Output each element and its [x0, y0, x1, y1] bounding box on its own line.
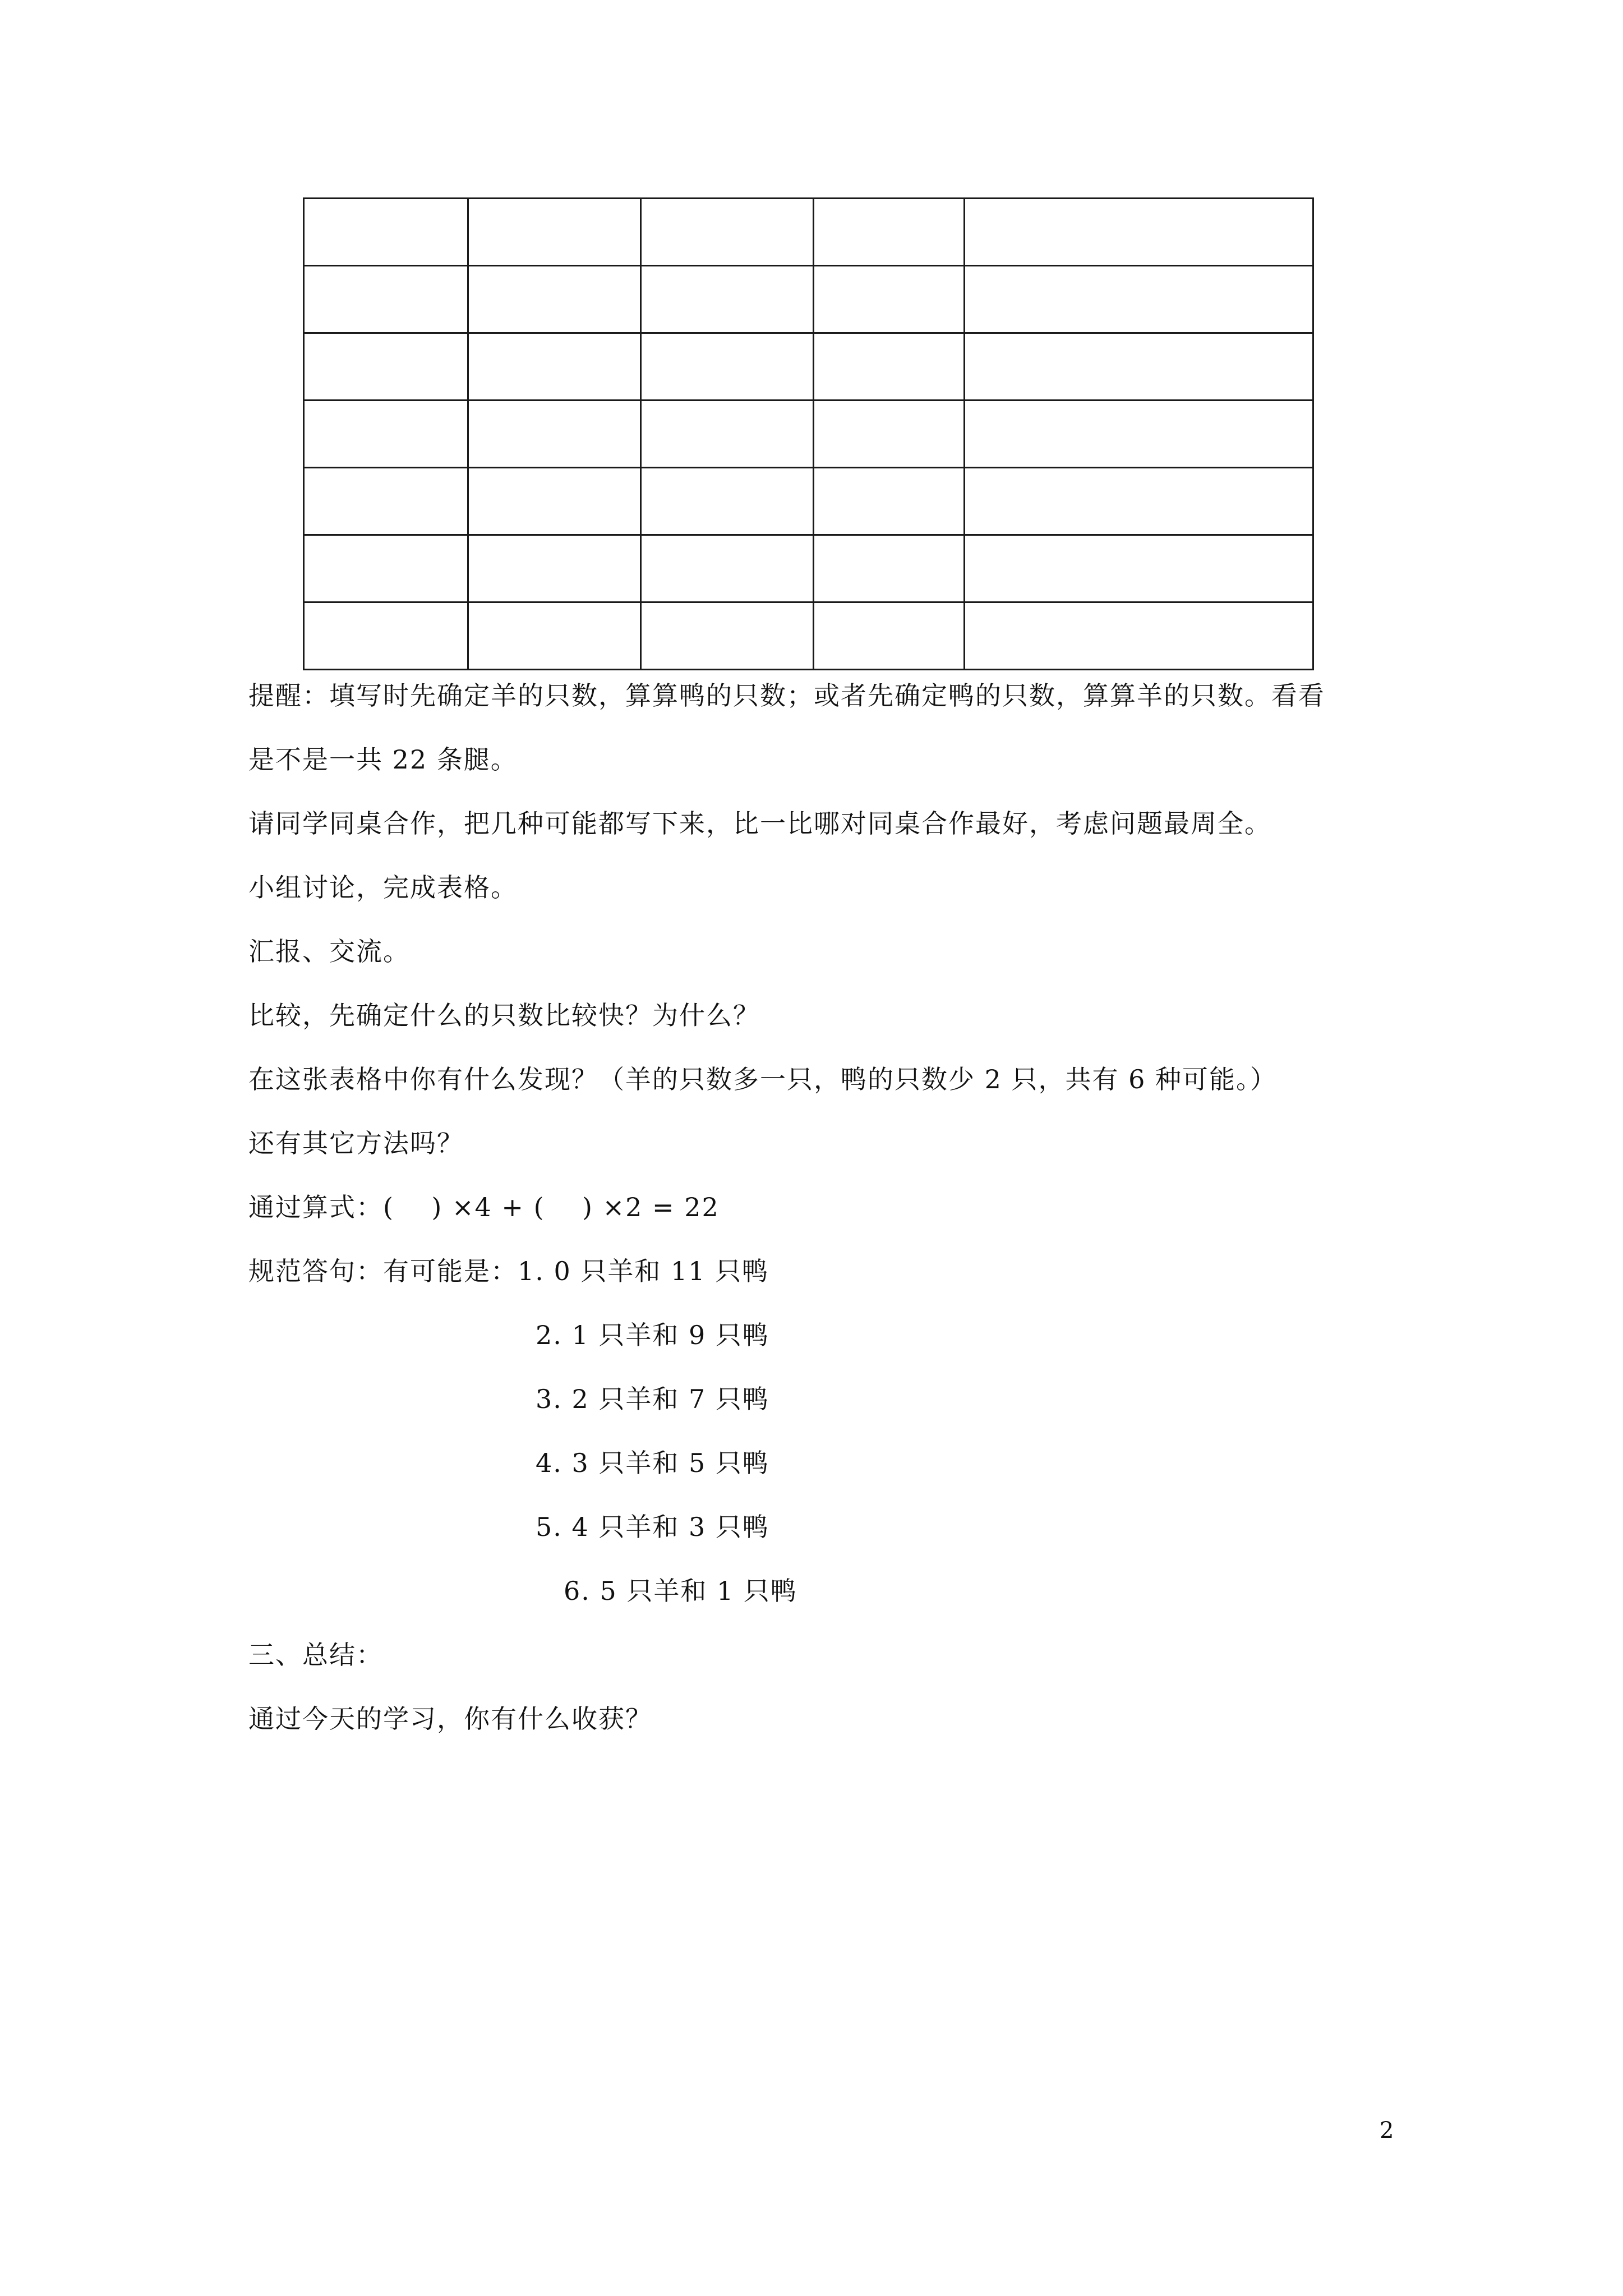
answer-item: 2. 1 只羊和 9 只鸭: [536, 1320, 769, 1350]
table-cell: [965, 535, 1313, 602]
table-cell: [641, 401, 814, 468]
table-cell: [814, 535, 965, 602]
table-cell: [641, 535, 814, 602]
table-cell: [468, 266, 641, 333]
table-cell: [641, 468, 814, 535]
answer-item: 5. 4 只羊和 3 只鸭: [536, 1512, 769, 1542]
table-cell: [641, 266, 814, 333]
table-cell: [965, 266, 1313, 333]
table-row: [304, 199, 1313, 266]
discovery-question: 在这张表格中你有什么发现？（羊的只数多一只，鸭的只数少 2 只，共有 6 种可能。）: [248, 1064, 1278, 1094]
answer-item: 4. 3 只羊和 5 只鸭: [536, 1448, 769, 1478]
cooperate-instruction: 请同学同桌合作，把几种可能都写下来，比一比哪对同桌合作最好，考虑问题最周全。: [248, 808, 1271, 839]
table-cell: [814, 199, 965, 266]
table-cell: [814, 266, 965, 333]
table-row: [304, 468, 1313, 535]
table-cell: [965, 333, 1313, 401]
table-row: [304, 401, 1313, 468]
table-cell: [965, 401, 1313, 468]
table-cell: [304, 468, 468, 535]
table-cell: [814, 401, 965, 468]
table-cell: [304, 401, 468, 468]
answer-intro: 规范答句：有可能是：1. 0 只羊和 11 只鸭: [248, 1256, 769, 1286]
table-cell: [814, 602, 965, 670]
table-cell: [468, 602, 641, 670]
answer-item: 3. 2 只羊和 7 只鸭: [536, 1384, 769, 1414]
table-cell: [304, 199, 468, 266]
table-cell: [468, 333, 641, 401]
table-cell: [641, 199, 814, 266]
blank-answer-table: [303, 197, 1314, 670]
page-number: 2: [1380, 2118, 1394, 2143]
table-cell: [965, 468, 1313, 535]
table-cell: [468, 468, 641, 535]
table-cell: [814, 468, 965, 535]
reminder-line-2: 是不是一共 22 条腿。: [248, 744, 518, 775]
table-cell: [304, 333, 468, 401]
table-row: [304, 535, 1313, 602]
other-method-question: 还有其它方法吗？: [248, 1128, 464, 1158]
summary-question: 通过今天的学习，你有什么收获？: [248, 1704, 652, 1734]
table-cell: [304, 535, 468, 602]
table-cell: [468, 535, 641, 602]
table-cell: [965, 602, 1313, 670]
table-body: [304, 199, 1313, 670]
answer-item: 6. 5 只羊和 1 只鸭: [564, 1576, 797, 1606]
table-cell: [641, 602, 814, 670]
table-cell: [468, 199, 641, 266]
summary-heading: 三、总结：: [248, 1640, 383, 1670]
table-cell: [641, 333, 814, 401]
reminder-line-1: 提醒：填写时先确定羊的只数，算算鸭的只数；或者先确定鸭的只数，算算羊的只数。看看: [248, 680, 1325, 711]
table-cell: [468, 401, 641, 468]
compare-question: 比较，先确定什么的只数比较快？为什么？: [248, 1000, 760, 1030]
table-cell: [965, 199, 1313, 266]
table-row: [304, 602, 1313, 670]
table-row: [304, 266, 1313, 333]
table-cell: [304, 602, 468, 670]
table-cell: [304, 266, 468, 333]
formula-line: 通过算式：( ) ×4 + ( ) ×2 = 22: [248, 1192, 720, 1222]
report-exchange: 汇报、交流。: [248, 936, 410, 967]
table-cell: [814, 333, 965, 401]
table-row: [304, 333, 1313, 401]
group-discussion: 小组讨论，完成表格。: [248, 872, 518, 903]
